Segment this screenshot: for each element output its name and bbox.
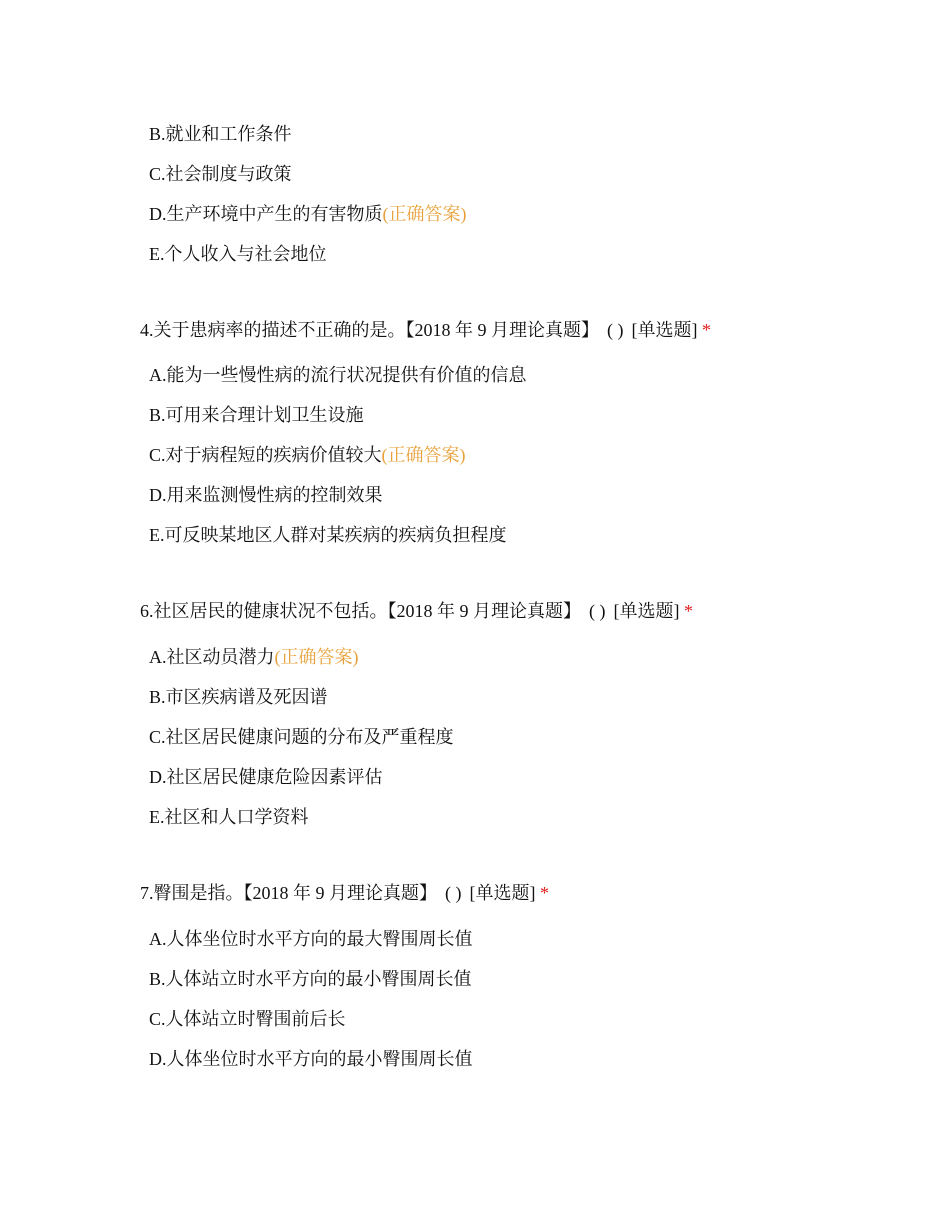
required-asterisk: * [702,320,711,340]
option-line [149,1047,473,1071]
answer-blank: ( ) [445,883,462,903]
option-text: C.对于病程短的疾病价值较大 [149,445,382,465]
option-text: A.人体坐位时水平方向的最大臀围周长值 [149,929,473,949]
option-text: D.用来监测慢性病的控制效果 [149,485,383,505]
option-line [149,523,507,547]
option-line [149,443,466,467]
option-text: E.个人收入与社会地位 [149,244,327,264]
question-text: 6.社区居民的健康状况不包括。【2018 年 9 月理论真题】 [140,601,581,621]
correct-answer-tag: (正确答案) [274,647,359,667]
option-line [149,122,292,146]
option-text: E.可反映某地区人群对某疾病的疾病负担程度 [149,525,507,545]
option-line [149,765,383,789]
option-line [149,363,527,387]
required-asterisk: * [684,601,693,621]
required-asterisk: * [540,883,549,903]
option-text: B.可用来合理计划卫生设施 [149,405,364,425]
option-line [149,1007,346,1031]
correct-answer-tag: (正确答案) [381,445,466,465]
answer-blank: ( ) [607,320,624,340]
option-line [149,805,309,829]
question-stem [140,318,711,342]
correct-answer-tag: (正确答案) [382,204,467,224]
option-text: B.就业和工作条件 [149,124,292,144]
option-line [149,483,383,507]
option-line [149,162,292,186]
option-line [149,242,327,266]
question-type: [单选题] [631,320,698,340]
question-stem [140,599,693,623]
option-text: C.人体站立时臀围前后长 [149,1009,346,1029]
question-type: [单选题] [469,883,536,903]
option-text: C.社区居民健康问题的分布及严重程度 [149,727,454,747]
option-text: D.人体坐位时水平方向的最小臀围周长值 [149,1049,473,1069]
answer-blank: ( ) [589,601,606,621]
question-stem [140,881,549,905]
option-line [149,927,473,951]
option-text: D.生产环境中产生的有害物质 [149,204,383,224]
option-line [149,725,454,749]
option-text: A.社区动员潜力 [149,647,275,667]
option-text: D.社区居民健康危险因素评估 [149,767,383,787]
option-line [149,967,472,991]
option-line [149,685,328,709]
question-text: 4.关于患病率的描述不正确的是。【2018 年 9 月理论真题】 [140,320,599,340]
option-line [149,202,467,226]
option-text: B.市区疾病谱及死因谱 [149,687,328,707]
question-text: 7.臀围是指。【2018 年 9 月理论真题】 [140,883,437,903]
option-text: C.社会制度与政策 [149,164,292,184]
option-line [149,403,364,427]
question-type: [单选题] [613,601,680,621]
option-text: E.社区和人口学资料 [149,807,309,827]
option-text: B.人体站立时水平方向的最小臀围周长值 [149,969,472,989]
option-line [149,645,359,669]
option-text: A.能为一些慢性病的流行状况提供有价值的信息 [149,365,527,385]
